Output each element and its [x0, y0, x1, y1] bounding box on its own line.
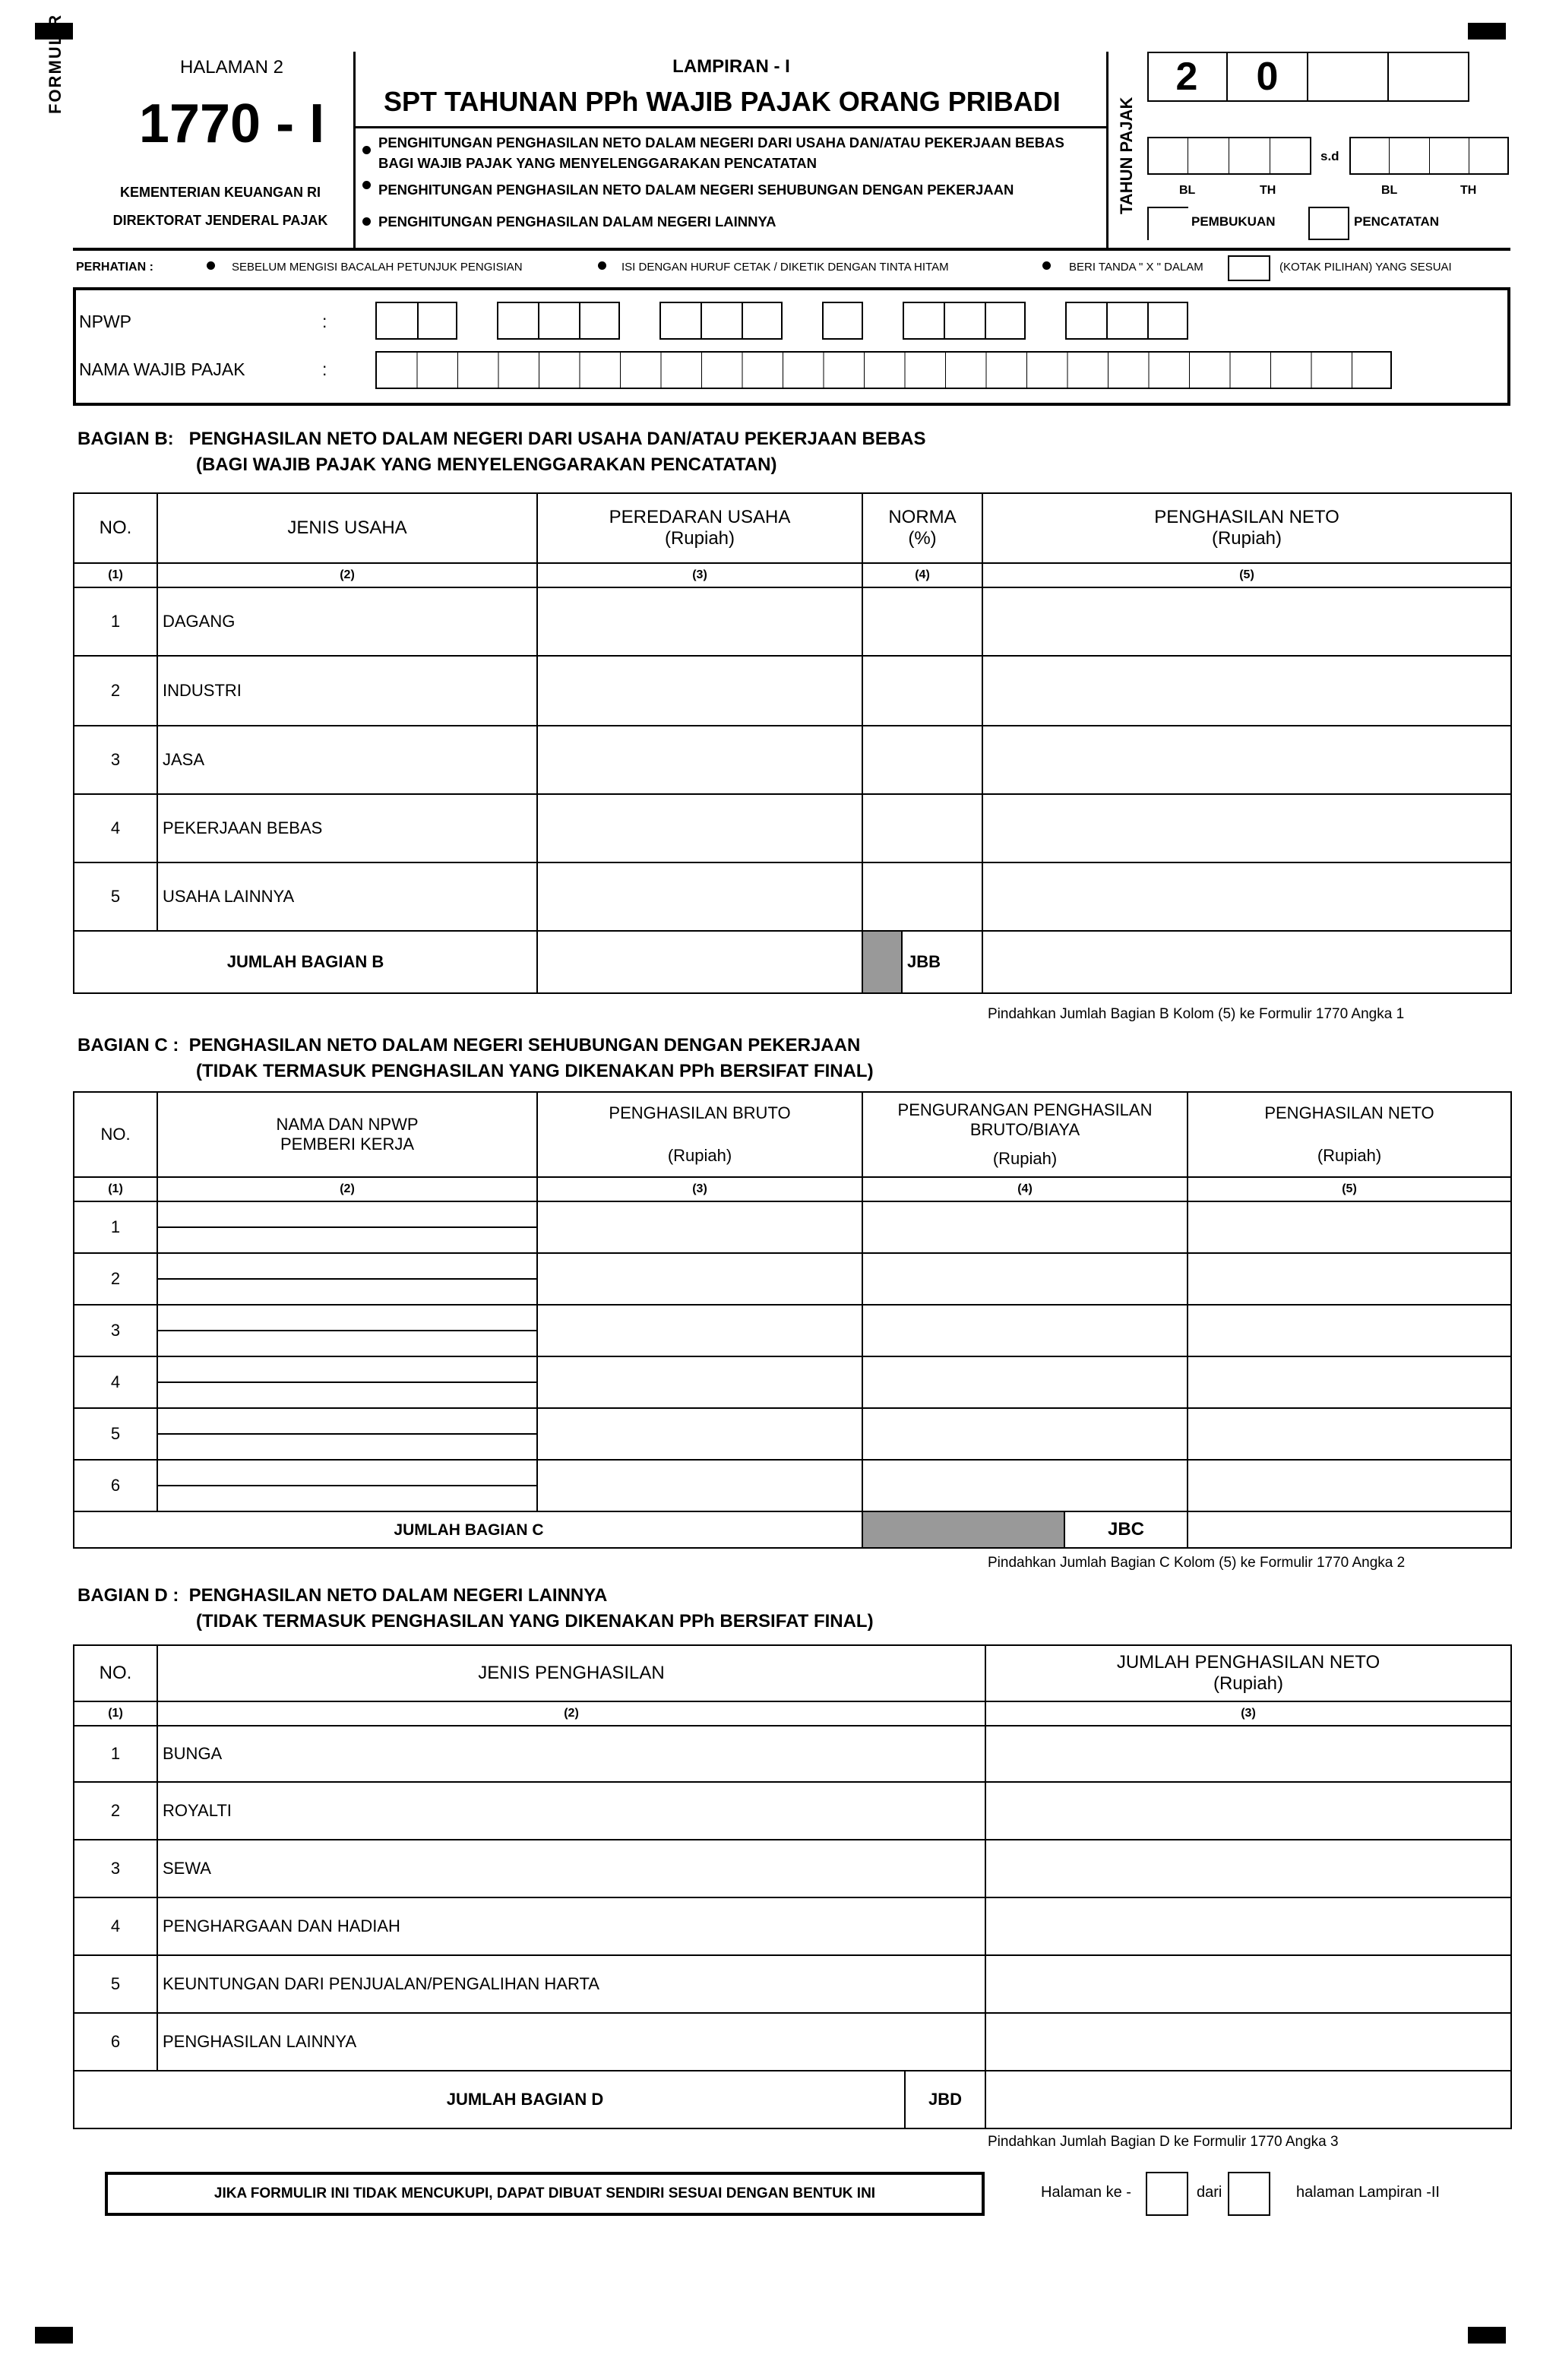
npwp-field[interactable]: [497, 302, 620, 340]
col-header-norma: NORMA (%): [862, 493, 982, 563]
row-jenis: PEKERJAAN BEBAS: [157, 794, 537, 862]
npwp-field[interactable]: [903, 302, 1026, 340]
bagian-d-subtitle: (TIDAK TERMASUK PENGHASILAN YANG DIKENAKAN PPh BERSIFAT FINAL): [196, 1611, 874, 1632]
col-index: (2): [157, 1177, 537, 1201]
total-row: [74, 931, 1511, 993]
peredaran-input[interactable]: [537, 726, 862, 794]
shaded-cell: [862, 931, 902, 993]
header-item-2: PENGHITUNGAN PENGHASILAN NETO DALAM NEGERI SEHUBUNGAN DENGAN PEKERJAAN: [378, 182, 1014, 198]
jumlah-bagian-c-label: JUMLAH BAGIAN C: [74, 1511, 862, 1548]
npwp-pemberi-kerja-input[interactable]: [157, 1227, 537, 1253]
col-index: (4): [862, 563, 982, 587]
col-header-jenis-usaha: JENIS USAHA: [157, 493, 537, 563]
row-no: 4: [74, 794, 157, 862]
bagian-b-note: Pindahkan Jumlah Bagian B Kolom (5) ke Formulir 1770 Angka 1: [988, 1006, 1405, 1022]
nama-pemberi-kerja-input[interactable]: [157, 1305, 537, 1331]
bruto-input[interactable]: [537, 1201, 862, 1253]
bagian-b-title: BAGIAN B: PENGHASILAN NETO DALAM NEGERI DARI USAHA DAN/ATAU PEKERJAAN BEBAS: [77, 429, 926, 449]
table-row: [74, 1356, 1511, 1382]
pengurangan-input[interactable]: [862, 1201, 1188, 1253]
header-divider-left: [353, 52, 356, 248]
row-no: 1: [74, 587, 157, 656]
table-row: [74, 1305, 1511, 1331]
npwp-pemberi-kerja-input[interactable]: [157, 1486, 537, 1511]
row-no: 1: [74, 1726, 157, 1782]
row-no: 5: [74, 1408, 157, 1460]
col-header-jumlah: JUMLAH PENGHASILAN NETO (Rupiah): [985, 1645, 1511, 1701]
row-jenis: ROYALTI: [157, 1782, 985, 1840]
jumlah-input[interactable]: [985, 1897, 1511, 1955]
row-no: 1: [74, 1201, 157, 1253]
table-row: [74, 587, 1511, 656]
row-no: 2: [74, 1253, 157, 1305]
neto-input[interactable]: [982, 587, 1511, 656]
col-header-nama-npwp: NAMA DAN NPWP PEMBERI KERJA: [157, 1092, 537, 1177]
row-no: 6: [74, 2013, 157, 2071]
bullet-icon: [1042, 261, 1051, 270]
table-row: [74, 1782, 1511, 1840]
row-jenis: PENGHASILAN LAINNYA: [157, 2013, 985, 2071]
lampiran-label: LAMPIRAN - I: [672, 56, 790, 77]
jbc-code: JBC: [1064, 1511, 1188, 1548]
row-jenis: JASA: [157, 726, 537, 794]
table-row: [74, 1955, 1511, 2013]
nama-label: NAMA WAJIB PAJAK: [79, 359, 245, 379]
row-no: 5: [74, 1955, 157, 2013]
jumlah-input[interactable]: [985, 2013, 1511, 2071]
nama-field[interactable]: [375, 351, 1392, 389]
norma-input[interactable]: [862, 726, 982, 794]
table-row: [74, 1408, 1511, 1434]
bruto-input[interactable]: [537, 1253, 862, 1305]
col-index: (4): [862, 1177, 1188, 1201]
row-no: 4: [74, 1897, 157, 1955]
jumlah-input[interactable]: [985, 1726, 1511, 1782]
pembukuan-label: PEMBUKUAN: [1191, 214, 1276, 229]
row-jenis: PENGHARGAAN DAN HADIAH: [157, 1897, 985, 1955]
bl-label: BL: [1179, 184, 1196, 197]
col-header-peredaran: PEREDARAN USAHA (Rupiah): [537, 493, 862, 563]
row-jenis: DAGANG: [157, 587, 537, 656]
jbc-input[interactable]: [1188, 1511, 1511, 1548]
col-header-no: NO.: [74, 1092, 157, 1177]
pengurangan-input[interactable]: [862, 1253, 1188, 1305]
col-header-neto: PENGHASILAN NETO (Rupiah): [1188, 1092, 1511, 1177]
row-no: 3: [74, 1840, 157, 1897]
npwp-field[interactable]: [1065, 302, 1188, 340]
tahun-pajak-vertical-label: TAHUN PAJAK: [1117, 97, 1136, 214]
period-start-boxes[interactable]: [1147, 137, 1311, 175]
nama-pemberi-kerja-input[interactable]: [157, 1253, 537, 1279]
direktorat-label: DIREKTORAT JENDERAL PAJAK: [112, 213, 328, 228]
total-peredaran-cell: [537, 931, 862, 993]
perhatian-note-2: ISI DENGAN HURUF CETAK / DIKETIK DENGAN TINTA HITAM: [621, 261, 949, 274]
col-header-jenis-penghasilan: JENIS PENGHASILAN: [157, 1645, 985, 1701]
bagian-d-note: Pindahkan Jumlah Bagian D ke Formulir 1770 Angka 3: [988, 2134, 1339, 2150]
col-index: (2): [157, 563, 537, 587]
npwp-field[interactable]: [822, 302, 863, 340]
page-total-input[interactable]: [1228, 2172, 1270, 2216]
kementerian-label: KEMENTERIAN KEUANGAN RI: [119, 185, 321, 200]
bagian-c-table: [73, 1091, 1512, 1549]
neto-input[interactable]: [982, 862, 1511, 931]
table-row: [74, 794, 1511, 862]
peredaran-input[interactable]: [537, 794, 862, 862]
col-index: (1): [74, 1177, 157, 1201]
col-index: (3): [537, 563, 862, 587]
perhatian-note-3: BERI TANDA " X " DALAM: [1069, 261, 1203, 274]
row-no: 6: [74, 1460, 157, 1511]
pengurangan-input[interactable]: [862, 1408, 1188, 1460]
perhatian-note-4: (KOTAK PILIHAN) YANG SESUAI: [1279, 261, 1452, 274]
neto-input[interactable]: [1188, 1201, 1511, 1253]
neto-input[interactable]: [982, 656, 1511, 726]
pencatatan-label: PENCATATAN: [1354, 214, 1440, 229]
row-no: 2: [74, 1782, 157, 1840]
col-index: (3): [985, 1701, 1511, 1726]
nama-pemberi-kerja-input[interactable]: [157, 1460, 537, 1486]
bagian-b-table: [73, 492, 1512, 994]
registration-mark-bottom-left: [35, 2327, 73, 2344]
norma-input[interactable]: [862, 862, 982, 931]
jbb-code: JBB: [902, 931, 982, 993]
jumlah-bagian-b-label: JUMLAH BAGIAN B: [74, 931, 537, 993]
pencatatan-checkbox[interactable]: [1308, 207, 1349, 240]
col-header-bruto: PENGHASILAN BRUTO (Rupiah): [537, 1092, 862, 1177]
npwp-pemberi-kerja-input[interactable]: [157, 1279, 537, 1305]
pengurangan-input[interactable]: [862, 1305, 1188, 1356]
norma-input[interactable]: [862, 794, 982, 862]
bruto-input[interactable]: [537, 1408, 862, 1460]
npwp-pemberi-kerja-input[interactable]: [157, 1382, 537, 1408]
neto-input[interactable]: [1188, 1460, 1511, 1511]
page-number-input[interactable]: [1146, 2172, 1188, 2216]
jumlah-input[interactable]: [985, 1955, 1511, 2013]
bullet-icon: [362, 217, 371, 226]
col-index: (5): [982, 563, 1511, 587]
header-divider-right: [1106, 52, 1108, 248]
form-number: 1770 - I: [138, 93, 325, 154]
peredaran-input[interactable]: [537, 862, 862, 931]
period-divider: [1429, 137, 1430, 175]
registration-mark-bottom-right: [1468, 2327, 1506, 2344]
example-checkbox: [1228, 255, 1270, 281]
row-no: 4: [74, 1356, 157, 1408]
year-digit-1[interactable]: 2: [1147, 52, 1228, 102]
nama-pemberi-kerja-input[interactable]: [157, 1408, 537, 1434]
row-no: 3: [74, 1305, 157, 1356]
col-index: (1): [74, 1701, 157, 1726]
row-jenis: INDUSTRI: [157, 656, 537, 726]
row-no: 3: [74, 726, 157, 794]
col-index: (5): [1188, 1177, 1511, 1201]
npwp-pemberi-kerja-input[interactable]: [157, 1331, 537, 1356]
table-row: [74, 656, 1511, 726]
table-row: [74, 1897, 1511, 1955]
sd-label: s.d: [1320, 149, 1339, 163]
neto-input[interactable]: [982, 726, 1511, 794]
halaman-lampiran-label: halaman Lampiran -II: [1296, 2184, 1440, 2201]
jbb-input[interactable]: [982, 931, 1511, 993]
npwp-label: NPWP: [79, 312, 131, 331]
dari-label: dari: [1197, 2184, 1222, 2201]
period-divider: [1389, 137, 1390, 175]
bruto-input[interactable]: [537, 1460, 862, 1511]
bagian-c-title: BAGIAN C : PENGHASILAN NETO DALAM NEGERI SEHUBUNGAN DENGAN PEKERJAAN: [77, 1035, 861, 1055]
table-row: [74, 1201, 1511, 1227]
neto-input[interactable]: [1188, 1305, 1511, 1356]
npwp-field[interactable]: [659, 302, 783, 340]
row-no: 2: [74, 656, 157, 726]
bullet-icon: [598, 261, 606, 270]
col-index: (2): [157, 1701, 985, 1726]
bruto-input[interactable]: [537, 1356, 862, 1408]
jumlah-input[interactable]: [985, 1840, 1511, 1897]
table-row: [74, 1840, 1511, 1897]
row-jenis: KEUNTUNGAN DARI PENJUALAN/PENGALIHAN HARTA: [157, 1955, 985, 2013]
bagian-d-table: [73, 1644, 1512, 2129]
th-label: TH: [1260, 184, 1276, 197]
neto-input[interactable]: [1188, 1408, 1511, 1460]
jumlah-bagian-d-label: JUMLAH BAGIAN D: [74, 2071, 905, 2128]
formulir-vertical-label: FORMULIR: [46, 13, 65, 114]
shaded-cell: [862, 1511, 1064, 1548]
col-header-neto: PENGHASILAN NETO (Rupiah): [982, 493, 1511, 563]
header-item-1: PENGHITUNGAN PENGHASILAN NETO DALAM NEGERI DARI USAHA DAN/ATAU PEKERJAAN BEBAS BAGI WAJIB PAJAK YANG MENYELENGGARAKAN PENCATATAN: [378, 135, 1064, 171]
col-header-pengurangan: PENGURANGAN PENGHASILAN BRUTO/BIAYA (Rupiah): [862, 1092, 1188, 1177]
bagian-d-title: BAGIAN D : PENGHASILAN NETO DALAM NEGERI LAINNYA: [77, 1585, 608, 1606]
table-row: [74, 1726, 1511, 1782]
peredaran-input[interactable]: [537, 587, 862, 656]
year-digit-2[interactable]: 0: [1228, 52, 1308, 102]
pengurangan-input[interactable]: [862, 1460, 1188, 1511]
halaman-label: HALAMAN 2: [179, 57, 284, 78]
bl-label: BL: [1381, 184, 1398, 197]
npwp-field[interactable]: [375, 302, 457, 340]
title-underline: [356, 126, 1106, 128]
total-row: [74, 2071, 1511, 2128]
table-row: [74, 1253, 1511, 1279]
bruto-input[interactable]: [537, 1305, 862, 1356]
header-item-3: PENGHITUNGAN PENGHASILAN DALAM NEGERI LAINNYA: [378, 214, 776, 229]
perhatian-note-1: SEBELUM MENGISI BACALAH PETUNJUK PENGISIAN: [232, 261, 523, 274]
total-row: [74, 1511, 1511, 1548]
bagian-b-subtitle: (BAGI WAJIB PAJAK YANG MENYELENGGARAKAN PENCATATAN): [196, 454, 777, 475]
pengurangan-input[interactable]: [862, 1356, 1188, 1408]
colon: :: [322, 312, 327, 331]
nama-pemberi-kerja-input[interactable]: [157, 1356, 537, 1382]
col-header-no: NO.: [74, 493, 157, 563]
jumlah-input[interactable]: [985, 1782, 1511, 1840]
footer-notice: JIKA FORMULIR INI TIDAK MENCUKUPI, DAPAT DIBUAT SENDIRI SESUAI DENGAN BENTUK INI: [105, 2172, 985, 2216]
col-header-no: NO.: [74, 1645, 157, 1701]
form-title: SPT TAHUNAN PPh WAJIB PAJAK ORANG PRIBADI: [384, 86, 1061, 117]
year-digit-4[interactable]: [1389, 52, 1469, 102]
npwp-pemberi-kerja-input[interactable]: [157, 1434, 537, 1460]
row-jenis: BUNGA: [157, 1726, 985, 1782]
halaman-ke-label: Halaman ke -: [1041, 2184, 1131, 2201]
row-no: 5: [74, 862, 157, 931]
bullet-icon: [362, 181, 371, 189]
table-row: [74, 1460, 1511, 1486]
bullet-icon: [362, 146, 371, 154]
neto-input[interactable]: [982, 794, 1511, 862]
table-row: [74, 862, 1511, 931]
header-bottom-rule: [73, 248, 1510, 251]
table-row: [74, 726, 1511, 794]
jbd-input[interactable]: [985, 2071, 1511, 2128]
th-label: TH: [1460, 184, 1477, 197]
col-index: (1): [74, 563, 157, 587]
row-jenis: USAHA LAINNYA: [157, 862, 537, 931]
bagian-c-note: Pindahkan Jumlah Bagian C Kolom (5) ke Formulir 1770 Angka 2: [988, 1555, 1406, 1571]
pembukuan-checkbox[interactable]: [1147, 207, 1188, 240]
norma-input[interactable]: [862, 587, 982, 656]
peredaran-input[interactable]: [537, 656, 862, 726]
norma-input[interactable]: [862, 656, 982, 726]
year-digit-3[interactable]: [1308, 52, 1389, 102]
row-jenis: SEWA: [157, 1840, 985, 1897]
nama-pemberi-kerja-input[interactable]: [157, 1201, 537, 1227]
registration-mark-top-right: [1468, 23, 1506, 40]
perhatian-label: PERHATIAN :: [76, 261, 153, 274]
col-index: (3): [537, 1177, 862, 1201]
neto-input[interactable]: [1188, 1356, 1511, 1408]
colon: :: [322, 359, 327, 379]
bagian-c-subtitle: (TIDAK TERMASUK PENGHASILAN YANG DIKENAKAN PPh BERSIFAT FINAL): [196, 1061, 874, 1081]
table-row: [74, 2013, 1511, 2071]
neto-input[interactable]: [1188, 1253, 1511, 1305]
jbd-code: JBD: [905, 2071, 985, 2128]
bullet-icon: [207, 261, 215, 270]
